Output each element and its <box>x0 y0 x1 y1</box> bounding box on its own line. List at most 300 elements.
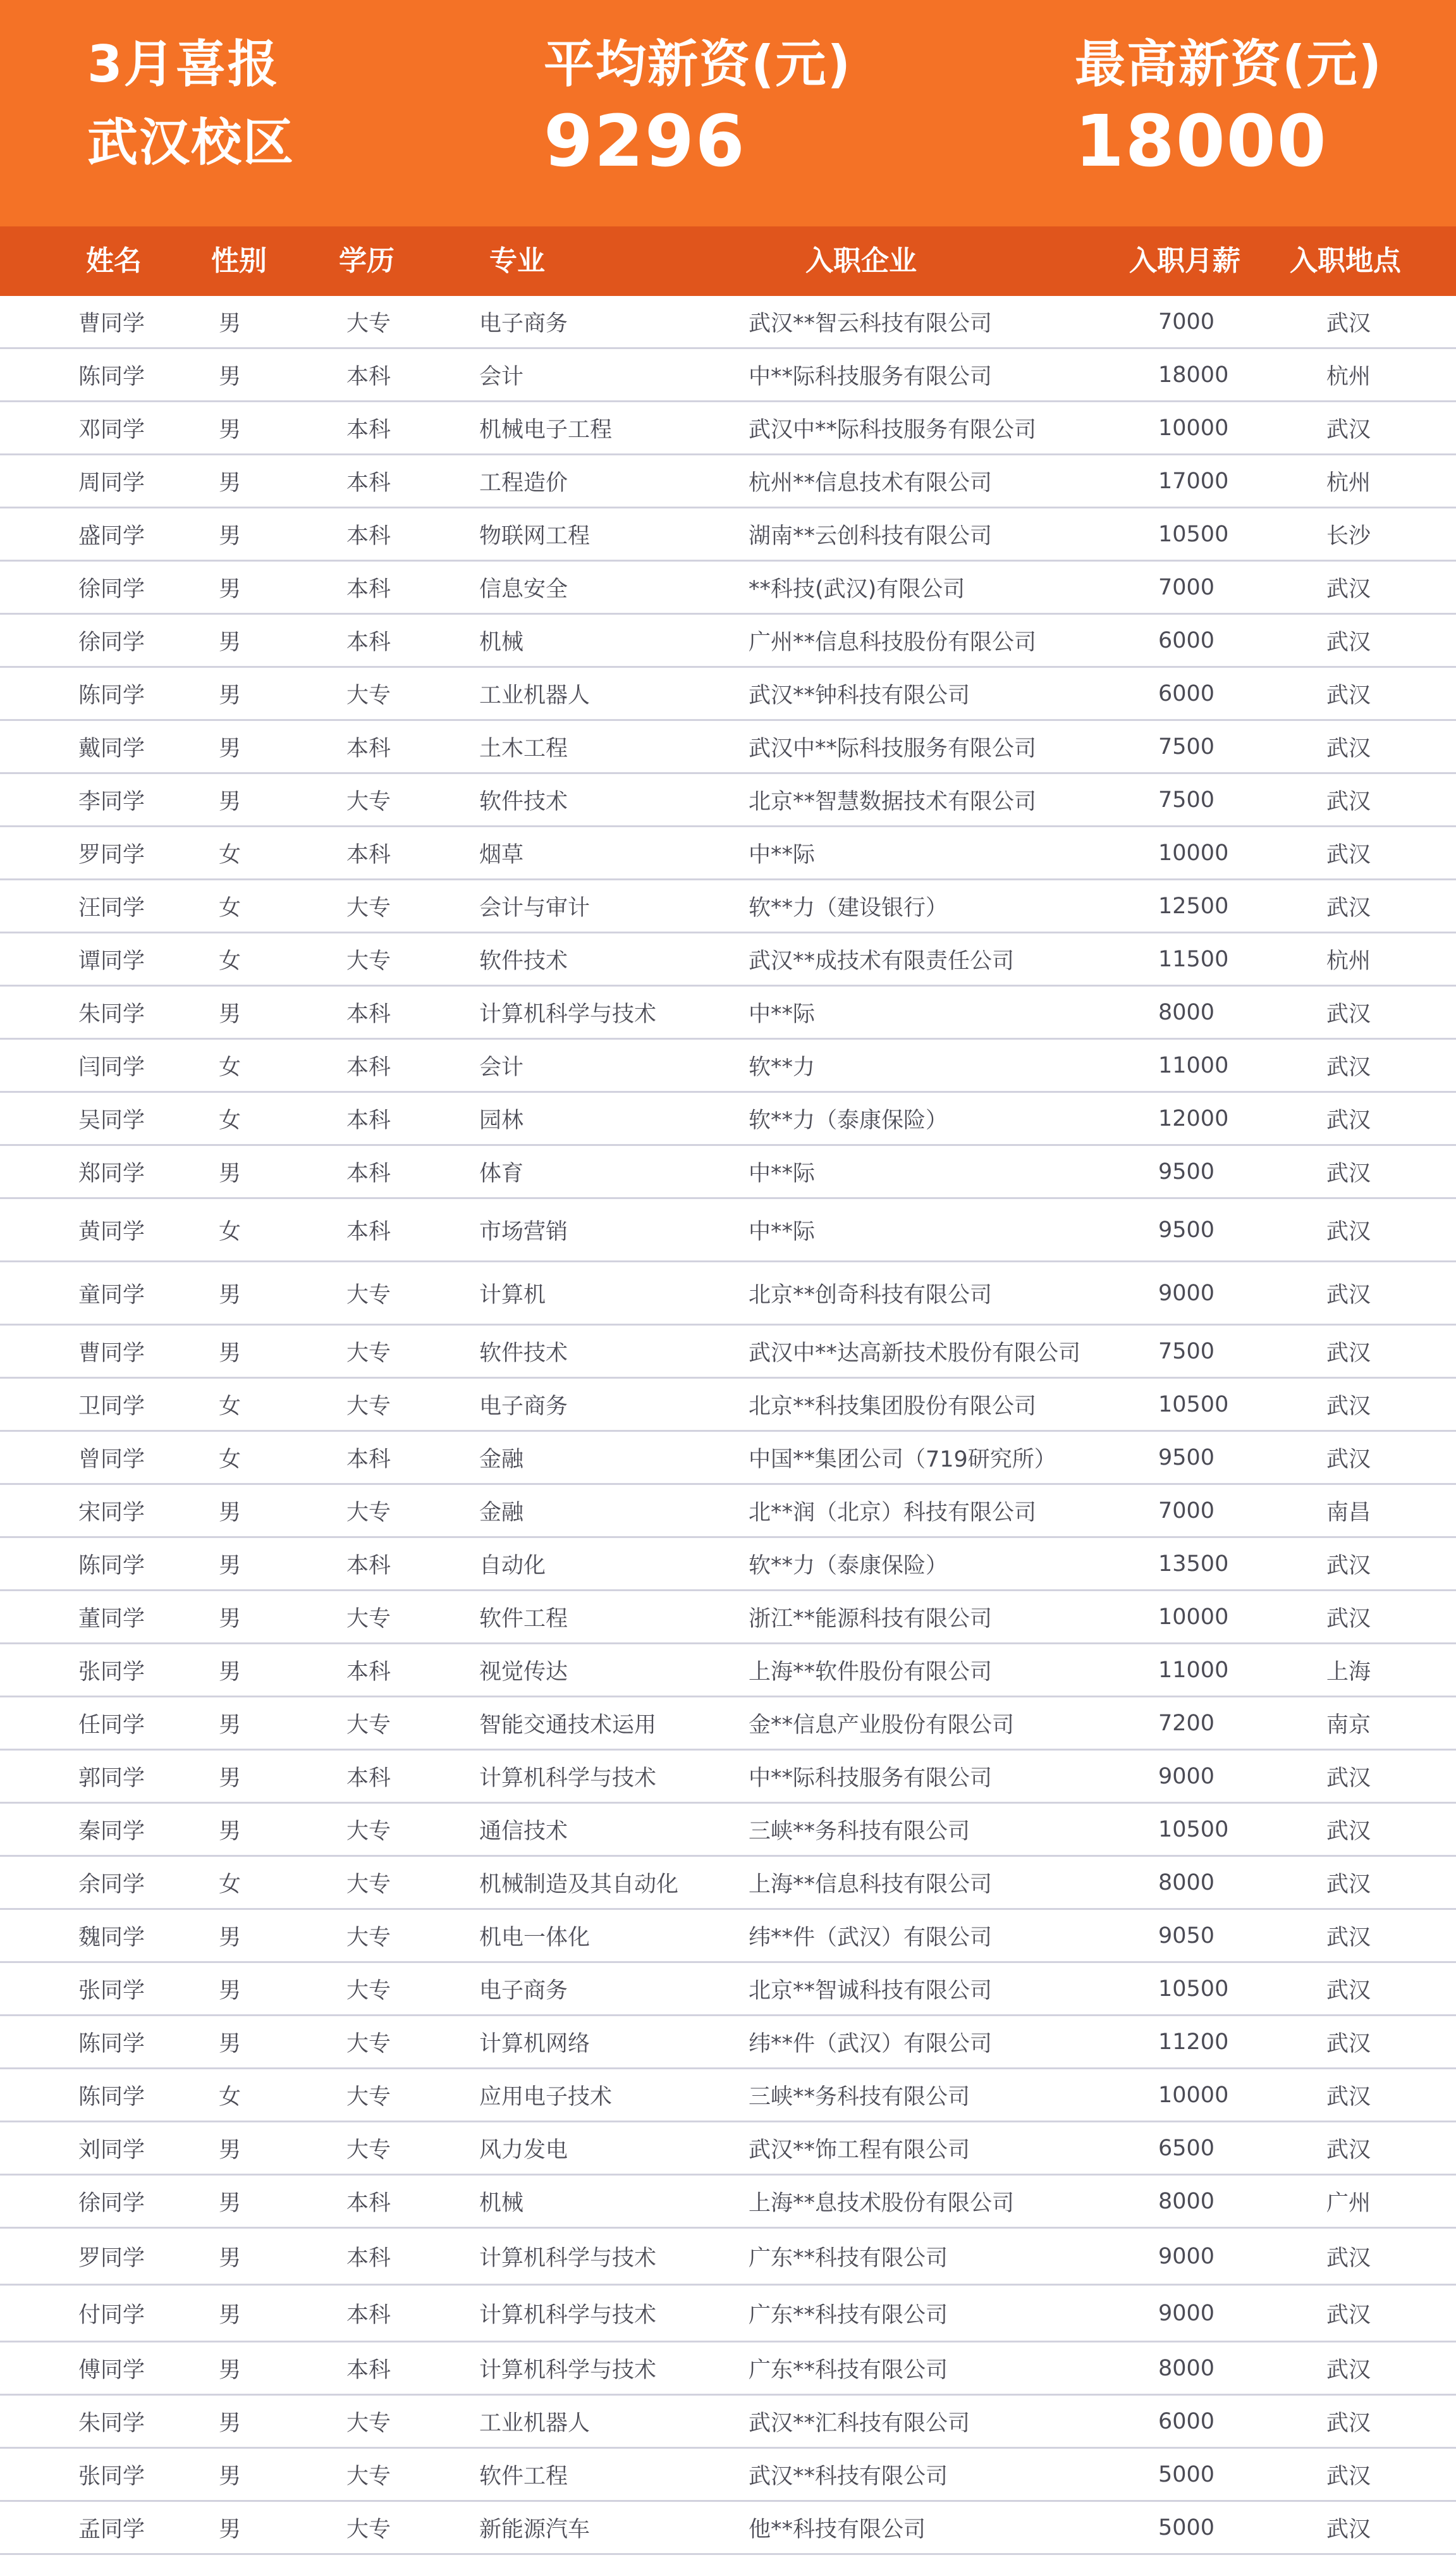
cell-city: 武汉 <box>1326 1340 1371 1366</box>
cell-salary: 7500 <box>1158 787 1215 813</box>
cell-salary: 11500 <box>1158 946 1229 972</box>
cell-company: 软**力（建设银行） <box>749 895 948 921</box>
cell-name: 陈同学 <box>78 1553 145 1579</box>
cell-city: 武汉 <box>1326 1054 1371 1080</box>
cell-city: 南京 <box>1326 1712 1371 1738</box>
cell-name: 卫同学 <box>78 1393 145 1419</box>
cell-gender: 男 <box>219 2410 242 2436</box>
cell-company: 武汉中**际科技服务有限公司 <box>749 736 1037 761</box>
cell-gender: 男 <box>219 2357 242 2383</box>
cell-name: 童同学 <box>78 1282 145 1308</box>
cell-city: 武汉 <box>1326 311 1371 336</box>
cell-gender: 男 <box>219 1001 242 1027</box>
table-row <box>0 1093 1456 1146</box>
cell-company: 中**际科技服务有限公司 <box>749 1765 993 1791</box>
table-row <box>0 508 1456 562</box>
max-salary-label: 最高新资(元) <box>1075 35 1383 94</box>
cell-education: 本科 <box>346 576 391 602</box>
cell-education: 大专 <box>346 2463 391 2489</box>
table-row <box>0 1262 1456 1326</box>
cell-gender: 男 <box>219 1160 242 1186</box>
cell-name: 张同学 <box>78 2463 145 2489</box>
cell-major: 园林 <box>479 1107 524 1133</box>
cell-name: 张同学 <box>78 1659 145 1685</box>
cell-salary: 10000 <box>1158 840 1229 866</box>
cell-city: 武汉 <box>1326 789 1371 815</box>
cell-major: 视觉传达 <box>479 1659 568 1685</box>
column-header-gender: 性别 <box>211 245 267 277</box>
cell-company: 软**力 <box>749 1054 816 1080</box>
cell-education: 本科 <box>346 1219 391 1245</box>
cell-city: 杭州 <box>1326 364 1371 390</box>
column-header-salary: 入职月薪 <box>1129 245 1240 277</box>
cell-company: 武汉**钟科技有限公司 <box>749 682 970 708</box>
cell-major: 物联网工程 <box>479 523 590 549</box>
cell-education: 大专 <box>346 1924 391 1950</box>
cell-major: 计算机科学与技术 <box>479 2357 657 2383</box>
cell-education: 大专 <box>346 2410 391 2436</box>
cell-salary: 7000 <box>1158 309 1215 335</box>
cell-company: 三峡**务科技有限公司 <box>749 2084 970 2110</box>
cell-company: 上海**软件股份有限公司 <box>749 1659 993 1685</box>
cell-company: 浙江**能源科技有限公司 <box>749 1606 993 1632</box>
cell-education: 大专 <box>346 948 391 974</box>
column-header-major: 专业 <box>489 245 545 277</box>
cell-company: 北京**科技集团股份有限公司 <box>749 1393 1037 1419</box>
cell-company: 中**际 <box>749 1001 816 1027</box>
cell-city: 武汉 <box>1326 682 1371 708</box>
cell-gender: 男 <box>219 1659 242 1685</box>
cell-salary: 8000 <box>1158 2188 1215 2214</box>
cell-company: 软**力（泰康保险） <box>749 1107 948 1133</box>
cell-salary: 12000 <box>1158 1105 1229 1131</box>
cell-name: 董同学 <box>78 1606 145 1632</box>
cell-major: 应用电子技术 <box>479 2084 613 2110</box>
cell-city: 武汉 <box>1326 736 1371 761</box>
cell-gender: 女 <box>219 1871 242 1897</box>
cell-salary: 11000 <box>1158 1052 1229 1078</box>
column-header-name: 姓名 <box>86 245 142 277</box>
cell-city: 武汉 <box>1326 2516 1371 2542</box>
cell-company: 北京**智诚科技有限公司 <box>749 1978 993 2004</box>
cell-name: 徐同学 <box>78 576 145 602</box>
table-row <box>0 1040 1456 1093</box>
cell-company: 杭州**信息技术有限公司 <box>749 470 993 496</box>
cell-name: 陈同学 <box>78 2084 145 2110</box>
cell-name: 任同学 <box>78 1712 145 1738</box>
cell-major: 风力发电 <box>479 2137 568 2163</box>
cell-name: 黄同学 <box>78 1219 145 1245</box>
cell-company: 软**力（泰康保险） <box>749 1553 948 1579</box>
cell-gender: 男 <box>219 2302 242 2328</box>
cell-major: 会计 <box>479 364 524 390</box>
cell-gender: 女 <box>219 1393 242 1419</box>
cell-salary: 9500 <box>1158 1217 1215 1243</box>
cell-name: 宋同学 <box>78 1499 145 1525</box>
table-row <box>0 2122 1456 2176</box>
cell-major: 工业机器人 <box>479 682 590 708</box>
cell-gender: 男 <box>219 1712 242 1738</box>
cell-company: 广东**科技有限公司 <box>749 2302 948 2328</box>
cell-salary: 6500 <box>1158 2135 1215 2161</box>
cell-education: 大专 <box>346 682 391 708</box>
table-row <box>0 1963 1456 2016</box>
cell-gender: 男 <box>219 2516 242 2542</box>
cell-gender: 男 <box>219 1978 242 2004</box>
cell-gender: 男 <box>219 1282 242 1308</box>
cell-gender: 女 <box>219 842 242 868</box>
cell-name: 戴同学 <box>78 736 145 761</box>
cell-city: 武汉 <box>1326 1978 1371 2004</box>
cell-salary: 7200 <box>1158 1710 1215 1736</box>
cell-company: 武汉中**际科技服务有限公司 <box>749 417 1037 443</box>
cell-education: 大专 <box>346 789 391 815</box>
cell-city: 武汉 <box>1326 2357 1371 2383</box>
table-row <box>0 1697 1456 1751</box>
cell-gender: 男 <box>219 417 242 443</box>
cell-major: 市场营销 <box>479 1219 568 1245</box>
cell-company: 北**润（北京）科技有限公司 <box>749 1499 1037 1525</box>
cell-major: 软件工程 <box>479 1606 568 1632</box>
cell-name: 吴同学 <box>78 1107 145 1133</box>
cell-company: 三峡**务科技有限公司 <box>749 1818 970 1844</box>
cell-major: 智能交通技术运用 <box>479 1712 657 1738</box>
cell-city: 武汉 <box>1326 842 1371 868</box>
cell-city: 武汉 <box>1326 1219 1371 1245</box>
cell-major: 计算机科学与技术 <box>479 1001 657 1027</box>
cell-name: 谭同学 <box>78 948 145 974</box>
table-row <box>0 2449 1456 2502</box>
cell-city: 武汉 <box>1326 2084 1371 2110</box>
table-row <box>0 721 1456 774</box>
cell-education: 本科 <box>346 1107 391 1133</box>
cell-major: 软件技术 <box>479 789 568 815</box>
cell-salary: 18000 <box>1158 362 1229 388</box>
cell-major: 计算机科学与技术 <box>479 1765 657 1791</box>
cell-education: 本科 <box>346 1446 391 1472</box>
cell-company: 广州**信息科技股份有限公司 <box>749 629 1037 655</box>
cell-education: 大专 <box>346 1282 391 1308</box>
cell-major: 机械电子工程 <box>479 417 613 443</box>
cell-city: 武汉 <box>1326 1160 1371 1186</box>
cell-name: 郑同学 <box>78 1160 145 1186</box>
cell-city: 武汉 <box>1326 2031 1371 2057</box>
cell-name: 徐同学 <box>78 629 145 655</box>
cell-education: 本科 <box>346 470 391 496</box>
cell-name: 魏同学 <box>78 1924 145 1950</box>
cell-name: 曹同学 <box>78 311 145 336</box>
cell-gender: 男 <box>219 311 242 336</box>
cell-salary: 12500 <box>1158 893 1229 919</box>
report-banner <box>0 0 1456 226</box>
cell-company: 他**科技有限公司 <box>749 2516 926 2542</box>
cell-salary: 9500 <box>1158 1159 1215 1185</box>
table-row <box>0 1432 1456 1485</box>
cell-salary: 7000 <box>1158 1498 1215 1524</box>
cell-name: 陈同学 <box>78 2031 145 2057</box>
cell-major: 软件技术 <box>479 948 568 974</box>
table-row <box>0 1485 1456 1538</box>
cell-education: 本科 <box>346 1765 391 1791</box>
table-row <box>0 2502 1456 2555</box>
cell-gender: 女 <box>219 948 242 974</box>
cell-major: 工业机器人 <box>479 2410 590 2436</box>
cell-city: 武汉 <box>1326 576 1371 602</box>
cell-salary: 9050 <box>1158 1923 1215 1948</box>
cell-city: 杭州 <box>1326 470 1371 496</box>
cell-education: 大专 <box>346 1340 391 1366</box>
cell-name: 周同学 <box>78 470 145 496</box>
table-row <box>0 933 1456 987</box>
cell-gender: 男 <box>219 682 242 708</box>
cell-salary: 8000 <box>1158 999 1215 1025</box>
cell-city: 武汉 <box>1326 1765 1371 1791</box>
cell-education: 本科 <box>346 2302 391 2328</box>
cell-name: 闫同学 <box>78 1054 145 1080</box>
cell-education: 大专 <box>346 2137 391 2163</box>
cell-education: 大专 <box>346 1499 391 1525</box>
cell-city: 武汉 <box>1326 1924 1371 1950</box>
cell-salary: 7500 <box>1158 734 1215 760</box>
cell-name: 罗同学 <box>78 2245 145 2271</box>
cell-major: 电子商务 <box>479 1393 568 1419</box>
cell-city: 武汉 <box>1326 1393 1371 1419</box>
cell-salary: 8000 <box>1158 2355 1215 2381</box>
cell-education: 本科 <box>346 1553 391 1579</box>
cell-major: 机械 <box>479 2190 524 2216</box>
cell-education: 大专 <box>346 1712 391 1738</box>
cell-education: 本科 <box>346 2190 391 2216</box>
cell-company: 武汉**饰工程有限公司 <box>749 2137 970 2163</box>
cell-city: 武汉 <box>1326 1871 1371 1897</box>
cell-name: 汪同学 <box>78 895 145 921</box>
cell-company: 武汉**科技有限公司 <box>749 2463 948 2489</box>
cell-gender: 男 <box>219 523 242 549</box>
cell-gender: 男 <box>219 1606 242 1632</box>
cell-city: 武汉 <box>1326 629 1371 655</box>
average-salary-value: 9296 <box>544 101 746 183</box>
cell-gender: 男 <box>219 1924 242 1950</box>
cell-name: 盛同学 <box>78 523 145 549</box>
cell-company: 金**信息产业股份有限公司 <box>749 1712 1015 1738</box>
cell-city: 武汉 <box>1326 2245 1371 2271</box>
cell-education: 大专 <box>346 2084 391 2110</box>
cell-city: 杭州 <box>1326 948 1371 974</box>
cell-gender: 女 <box>219 1107 242 1133</box>
cell-education: 本科 <box>346 736 391 761</box>
cell-education: 大专 <box>346 2516 391 2542</box>
cell-gender: 男 <box>219 1499 242 1525</box>
cell-major: 信息安全 <box>479 576 568 602</box>
cell-name: 孟同学 <box>78 2516 145 2542</box>
cell-salary: 6000 <box>1158 627 1215 653</box>
cell-name: 邓同学 <box>78 417 145 443</box>
cell-major: 会计与审计 <box>479 895 590 921</box>
table-row <box>0 1379 1456 1432</box>
cell-salary: 10000 <box>1158 415 1229 441</box>
cell-city: 武汉 <box>1326 1606 1371 1632</box>
cell-gender: 女 <box>219 1219 242 1245</box>
table-row <box>0 1644 1456 1697</box>
cell-name: 张同学 <box>78 1978 145 2004</box>
cell-major: 机电一体化 <box>479 1924 590 1950</box>
cell-major: 土木工程 <box>479 736 568 761</box>
cell-city: 武汉 <box>1326 1001 1371 1027</box>
cell-education: 本科 <box>346 629 391 655</box>
cell-gender: 男 <box>219 2463 242 2489</box>
cell-major: 金融 <box>479 1446 524 1472</box>
cell-name: 秦同学 <box>78 1818 145 1844</box>
cell-gender: 男 <box>219 1818 242 1844</box>
cell-name: 傅同学 <box>78 2357 145 2383</box>
cell-company: 广东**科技有限公司 <box>749 2357 948 2383</box>
cell-major: 软件工程 <box>479 2463 568 2489</box>
average-salary-block <box>544 33 852 181</box>
cell-gender: 女 <box>219 895 242 921</box>
cell-name: 刘同学 <box>78 2137 145 2163</box>
column-header-education: 学历 <box>339 245 395 277</box>
cell-salary: 10500 <box>1158 1391 1229 1417</box>
table-row <box>0 2396 1456 2449</box>
cell-education: 本科 <box>346 417 391 443</box>
cell-major: 通信技术 <box>479 1818 568 1844</box>
cell-salary: 9000 <box>1158 1280 1215 1306</box>
table-row <box>0 1326 1456 1379</box>
cell-city: 武汉 <box>1326 2302 1371 2328</box>
cell-company: 中国**集团公司（719研究所） <box>749 1446 1056 1472</box>
cell-name: 付同学 <box>78 2302 145 2328</box>
cell-salary: 10000 <box>1158 1604 1229 1630</box>
cell-salary: 5000 <box>1158 2461 1215 2487</box>
cell-education: 大专 <box>346 1871 391 1897</box>
cell-education: 本科 <box>346 1160 391 1186</box>
cell-gender: 男 <box>219 736 242 761</box>
cell-name: 曾同学 <box>78 1446 145 1472</box>
cell-company: **科技(武汉)有限公司 <box>749 576 965 602</box>
cell-company: 武汉**汇科技有限公司 <box>749 2410 970 2436</box>
cell-gender: 男 <box>219 364 242 390</box>
cell-salary: 9000 <box>1158 2243 1215 2269</box>
cell-salary: 5000 <box>1158 2515 1215 2540</box>
cell-major: 金融 <box>479 1499 524 1525</box>
cell-major: 新能源汽车 <box>479 2516 590 2542</box>
report-title-block <box>87 33 295 175</box>
cell-city: 武汉 <box>1326 2463 1371 2489</box>
table-row <box>0 2342 1456 2396</box>
cell-salary: 7500 <box>1158 1338 1215 1364</box>
cell-gender: 男 <box>219 2190 242 2216</box>
cell-salary: 17000 <box>1158 468 1229 494</box>
cell-city: 武汉 <box>1326 1553 1371 1579</box>
table-row <box>0 987 1456 1040</box>
cell-company: 纬**件（武汉）有限公司 <box>749 1924 993 1950</box>
cell-city: 武汉 <box>1326 2410 1371 2436</box>
cell-education: 本科 <box>346 2357 391 2383</box>
table-row <box>0 402 1456 455</box>
cell-gender: 男 <box>219 1765 242 1791</box>
cell-education: 本科 <box>346 1659 391 1685</box>
cell-education: 大专 <box>346 1393 391 1419</box>
cell-gender: 男 <box>219 1340 242 1366</box>
cell-city: 武汉 <box>1326 1446 1371 1472</box>
table-row <box>0 2286 1456 2342</box>
cell-city: 武汉 <box>1326 1107 1371 1133</box>
cell-company: 北京**创奇科技有限公司 <box>749 1282 993 1308</box>
cell-gender: 男 <box>219 2031 242 2057</box>
cell-company: 武汉中**达高新技术股份有限公司 <box>749 1340 1081 1366</box>
table-row <box>0 2229 1456 2286</box>
cell-gender: 男 <box>219 1553 242 1579</box>
cell-company: 武汉**智云科技有限公司 <box>749 311 993 336</box>
cell-name: 朱同学 <box>78 2410 145 2436</box>
cell-company: 中**际 <box>749 1160 816 1186</box>
cell-major: 计算机网络 <box>479 2031 590 2057</box>
cell-city: 南昌 <box>1326 1499 1371 1525</box>
cell-salary: 10000 <box>1158 2082 1229 2108</box>
cell-salary: 10500 <box>1158 1816 1229 1842</box>
cell-education: 大专 <box>346 2031 391 2057</box>
cell-company: 纬**件（武汉）有限公司 <box>749 2031 993 2057</box>
cell-city: 长沙 <box>1326 523 1371 549</box>
cell-education: 本科 <box>346 2245 391 2271</box>
cell-city: 武汉 <box>1326 895 1371 921</box>
cell-name: 罗同学 <box>78 842 145 868</box>
cell-education: 大专 <box>346 311 391 336</box>
cell-major: 烟草 <box>479 842 524 868</box>
cell-major: 计算机科学与技术 <box>479 2302 657 2328</box>
max-salary-block <box>1075 33 1383 181</box>
cell-company: 中**际 <box>749 842 816 868</box>
table-row <box>0 880 1456 933</box>
cell-name: 余同学 <box>78 1871 145 1897</box>
cell-name: 郭同学 <box>78 1765 145 1791</box>
table-row <box>0 1146 1456 1199</box>
cell-city: 武汉 <box>1326 417 1371 443</box>
cell-salary: 9500 <box>1158 1444 1215 1470</box>
cell-major: 机械 <box>479 629 524 655</box>
cell-company: 中**际科技服务有限公司 <box>749 364 993 390</box>
cell-salary: 11000 <box>1158 1657 1229 1683</box>
cell-education: 大专 <box>346 895 391 921</box>
table-row <box>0 2176 1456 2229</box>
cell-education: 大专 <box>346 1606 391 1632</box>
cell-gender: 女 <box>219 1446 242 1472</box>
campus-title: 武汉校区 <box>87 113 295 172</box>
cell-salary: 7000 <box>1158 574 1215 600</box>
column-header-company: 入职企业 <box>805 245 917 277</box>
cell-gender: 女 <box>219 2084 242 2110</box>
table-row <box>0 615 1456 668</box>
cell-name: 陈同学 <box>78 682 145 708</box>
column-header-city: 入职地点 <box>1290 245 1401 277</box>
cell-salary: 11200 <box>1158 2029 1229 2055</box>
table-row <box>0 2069 1456 2122</box>
cell-company: 中**际 <box>749 1219 816 1245</box>
cell-company: 上海**息技术股份有限公司 <box>749 2190 1015 2216</box>
cell-major: 计算机科学与技术 <box>479 2245 657 2271</box>
table-row <box>0 1591 1456 1644</box>
cell-gender: 男 <box>219 576 242 602</box>
cell-gender: 男 <box>219 2137 242 2163</box>
cell-gender: 男 <box>219 2245 242 2271</box>
cell-salary: 6000 <box>1158 2408 1215 2434</box>
cell-name: 陈同学 <box>78 364 145 390</box>
table-row <box>0 2016 1456 2069</box>
cell-major: 会计 <box>479 1054 524 1080</box>
table-row <box>0 455 1456 508</box>
table-row <box>0 562 1456 615</box>
cell-gender: 男 <box>219 470 242 496</box>
